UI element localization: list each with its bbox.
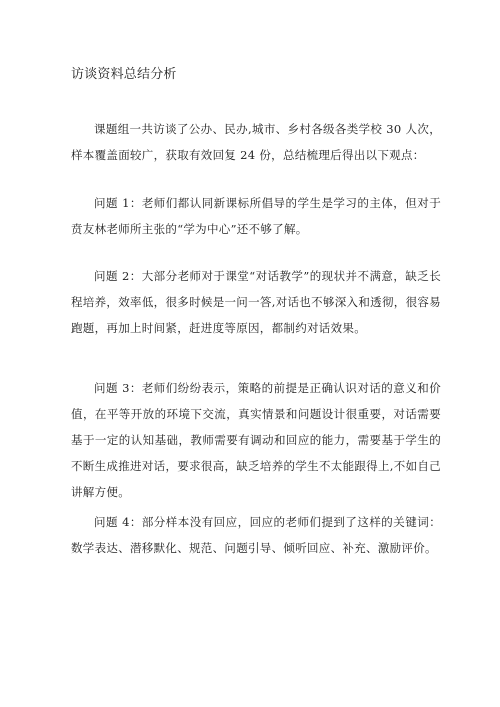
question-4-paragraph: 问题 4：部分样本没有回应，回应的老师们提到了这样的关键词：数学表达、潜移默化、规范、问题引导、倾听回应、补充、激励评价。 (71, 515, 441, 555)
intro-paragraph: 课题组一共访谈了公办、民办,城市、乡村各级各类学校 30 人次，样本覆盖面较广，获取有效回复 24 份，总结梳理后得出以下观点： (71, 122, 441, 162)
question-3-paragraph: 问题 3：老师们纷纷表示，策略的前提是正确认识对话的意义和价值，在平等开放的环境下交流，真实情景和问题设计很重要，对话需要基于一定的认知基础，教师需要有调动和回应的能力，需要基于学生的不断生成推进对话，要求很高，缺乏培养的学生不太能跟得上,不如自己讲解方便。 (71, 381, 441, 499)
question-2-paragraph: 问题 2：大部分老师对于课堂“对话教学”的现状并不满意，缺乏长程培养，效率低，很多时候是一问一答,对话也不够深入和透彻，很容易跑题，再加上时间紧，赶进度等原因，都制约对话效果。 (71, 269, 441, 335)
document-title: 访谈资料总结分析 (71, 67, 177, 82)
question-1-paragraph: 问题 1：老师们都认同新课标所倡导的学生是学习的主体，但对于贲友林老师所主张的“学为中心”还不够了解。 (71, 196, 441, 236)
